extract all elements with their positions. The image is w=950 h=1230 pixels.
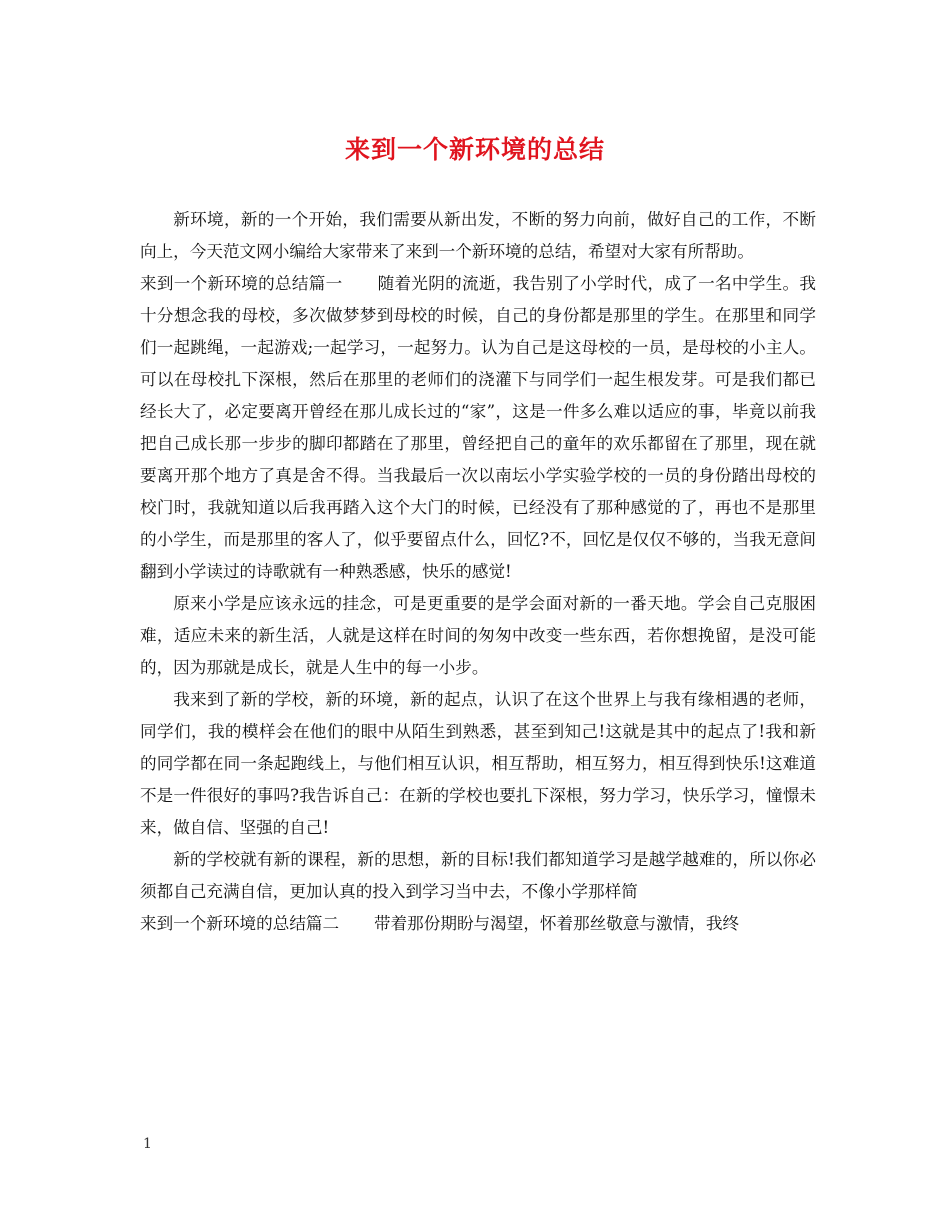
body-paragraph: 我来到了新的学校，新的环境，新的起点，认识了在这个世界上与我有缘相遇的老师，同学们，我的模样会在他们的眼中从陌生到熟悉，甚至到知己!这就是其中的起点了!我和新的同学都在同一条起跑线上，与他们相互认识，相互帮助，相互努力，相互得到快乐!这难道不是一件很好的事吗?我告诉自己：在新的学校也要扎下深根，努力学习，快乐学习，憧憬未来，做自信、坚强的自己! [140,690,816,837]
body-paragraph: 原来小学是应该永远的挂念，可是更重要的是学会面对新的一番天地。学会自己克服困难，适应未来的新生活，人就是这样在时间的匆匆中改变一些东西，若你想挽留，是没可能的，因为那就是成长，就是人生中的每一小步。 [140,594,816,677]
page-title: 来到一个新环境的总结 [344,135,605,164]
page-number: 1 [143,1136,152,1152]
section-two-heading: 来到一个新环境的总结篇二 [140,914,340,933]
section-one-text: 随着光阴的流逝，我告别了小学时代，成了一名中学生。我十分想念我的母校，多次做梦梦到母校的时候，自己的身份都是那里的学生。在那里和同学们一起跳绳，一起游戏;一起学习，一起努力。认为自己是这母校的一员，是母校的小主人。可以在母校扎下深根，然后在那里的老师们的浇灌下与同学们一起生根发芽。可是我们都已经长大了，必定要离开曾经在那儿成长过的“家”，这是一件多么难以适应的事，毕竟以前我把自己成长那一步步的脚印都踏在了那里，曾经把自己的童年的欢乐都留在了那里，现在就要离开那个地方了真是舍不得。当我最后一次以南坛小学实验学校的一员的身份踏出母校的校门时，我就知道以后我再踏入这个大门的时候，已经没有了那种感觉的了，再也不是那里的小学生，而是那里的客人了，似乎要留点什么，回忆?不，回忆是仅仅不够的，当我无意间翻到小学读过的诗歌就有一种熟悉感，快乐的感觉! [140,274,817,581]
section-one-paragraph [140,268,816,588]
intro-paragraph: 新环境，新的一个开始，我们需要从新出发，不断的努力向前，做好自己的工作，不断向上，今天范文网小编给大家带来了来到一个新环境的总结，希望对大家有所帮助。 [140,210,816,261]
section-two-text: 带着那份期盼与渴望，怀着那丝敬意与激情，我终 [373,914,740,933]
section-one-heading: 来到一个新环境的总结篇一 [140,274,343,293]
body-paragraph: 新的学校就有新的课程，新的思想，新的目标!我们都知道学习是越学越难的，所以你必须都自己充满自信，更加认真的投入到学习当中去，不像小学那样简 [140,850,816,901]
document-body [140,204,816,940]
section-two-paragraph [140,908,816,940]
